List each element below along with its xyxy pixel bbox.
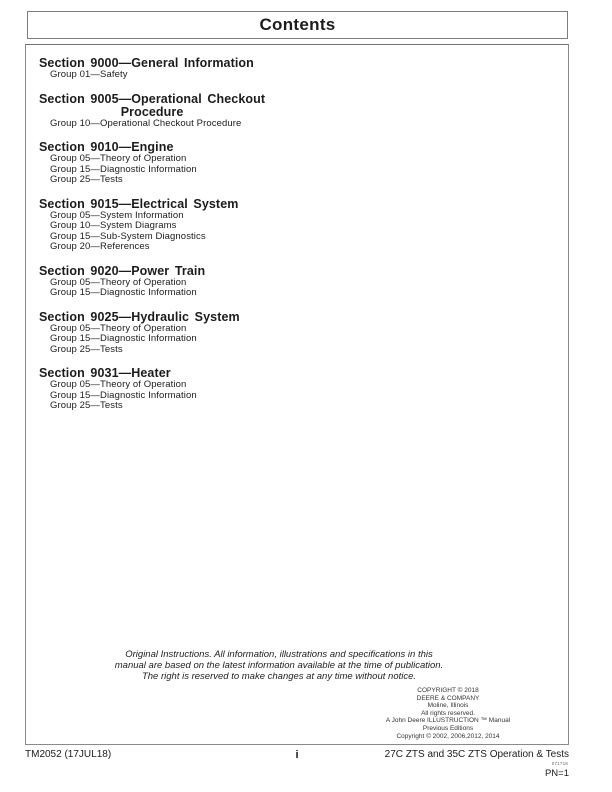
footer-print-stamp: 071718 <box>551 761 568 766</box>
toc-group-entry: Group 10—System Diagrams <box>50 220 177 231</box>
table-of-contents <box>39 57 558 424</box>
toc-section-title <box>39 265 205 278</box>
footer-pn: PN=1 <box>544 768 569 779</box>
notice-line: The right is reserved to make changes at any time without notice. <box>141 671 417 682</box>
copyright-line: Previous Editions <box>422 724 474 732</box>
notice-line: Original Instructions. All information, illustrations and specifications in this <box>125 649 433 660</box>
footer-row <box>25 749 569 779</box>
toc-section-title-line: Section 9020—Power Train <box>39 263 206 278</box>
notice-line: manual are based on the latest information available at the time of publication. <box>114 660 444 671</box>
toc-group-entry: Group 05—Theory of Operation <box>50 322 187 334</box>
copyright-line: DEERE & COMPANY <box>416 694 480 702</box>
toc-section-title <box>39 198 238 211</box>
toc-group-entry: Group 25—Tests <box>50 400 123 411</box>
toc-group-entry: Group 15—Diagnostic Information <box>50 333 197 344</box>
toc-section-title-line: Section 9015—Electrical System <box>39 196 239 211</box>
footer-page-number: i <box>295 749 299 761</box>
toc-group-entry: Group 25—Tests <box>50 174 123 185</box>
toc-section <box>39 141 558 186</box>
copyright-line: A John Deere ILLUSTRUCTION ™ Manual <box>385 717 511 725</box>
toc-group-entry: Group 15—Diagnostic Information <box>50 163 197 175</box>
toc-section <box>39 198 558 253</box>
toc-section <box>39 265 558 299</box>
copyright-line: All rights reserved. <box>421 709 475 717</box>
toc-section-title <box>39 311 240 324</box>
copyright-line: Copyright © 2002, 2006,2012, 2014 <box>396 732 500 740</box>
page-footer <box>25 749 569 779</box>
page-title: Contents <box>259 15 336 34</box>
toc-group-entry: Group 15—Diagnostic Information <box>50 389 197 401</box>
original-instructions-notice <box>54 649 504 682</box>
toc-group-entry: Group 20—References <box>50 241 150 252</box>
toc-group-entry: Group 05—Theory of Operation <box>50 276 187 288</box>
footer-manual-number: TM2052 (17JUL18) <box>25 749 112 760</box>
toc-group-entry: Group 25—Tests <box>50 343 123 355</box>
copyright-line: COPYRIGHT © 2018 <box>417 687 479 694</box>
copyright-block <box>328 687 568 740</box>
toc-section-title-line: Section 9010—Engine <box>39 140 174 154</box>
toc-group-entry: Group 10—Operational Checkout Procedure <box>50 117 242 129</box>
toc-section-title <box>39 93 265 119</box>
toc-section <box>39 367 558 412</box>
toc-group-entry: Group 05—Theory of Operation <box>50 153 187 164</box>
toc-group-entry: Group 15—Diagnostic Information <box>50 287 197 298</box>
toc-group-entry: Group 01—Safety <box>50 69 128 80</box>
toc-section-title-line: Procedure <box>120 104 184 119</box>
toc-section <box>39 57 558 81</box>
footer-manual-title: 27C ZTS and 35C ZTS Operation & Tests <box>384 749 569 760</box>
toc-section-title-line: Section 9025—Hydraulic System <box>39 309 240 324</box>
copyright-line: Moline, Illinois <box>427 702 469 710</box>
toc-section <box>39 93 558 130</box>
toc-section-title-line: Section 9005—Operational Checkout <box>39 91 266 106</box>
toc-section-title-line: Section 9031—Heater <box>39 366 171 380</box>
toc-section <box>39 311 558 356</box>
contents-box <box>25 44 569 745</box>
toc-group-entry: Group 05—System Information <box>50 209 184 221</box>
toc-group-entry: Group 05—Theory of Operation <box>50 379 187 390</box>
toc-section-title-line: Section 9000—General Information <box>39 56 254 70</box>
page-title-box <box>27 11 568 39</box>
toc-group-entry: Group 15—Sub-System Diagnostics <box>50 230 206 242</box>
